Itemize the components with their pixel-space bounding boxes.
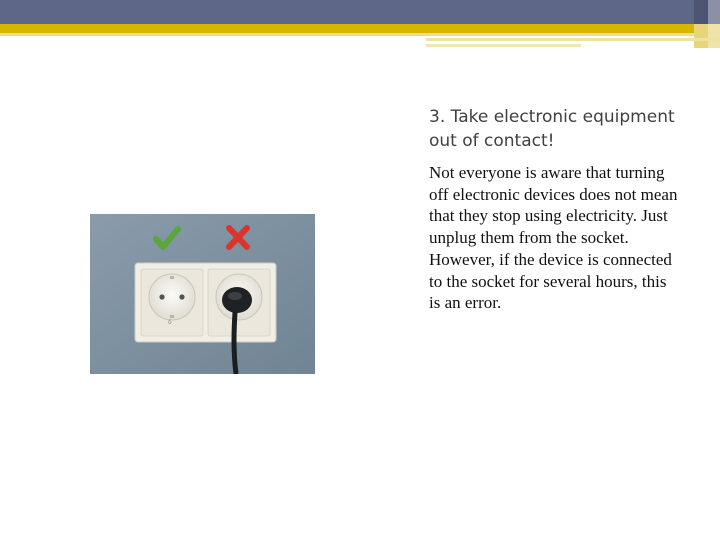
socket-photo [90,214,315,374]
svg-text:δ: δ [168,319,172,326]
header-band [0,0,720,24]
power-cord [234,312,236,374]
slide-title: 3. Take electronic equipment out of contact! [429,107,675,151]
slide-body: Not everyone is aware that turning off electronic devices does not mean that they stop using electricity. Just unplug them from the socket. However, if the device is connected to the socket for several hours, this is an error. [429,163,678,313]
header-accent-light [0,33,720,36]
decorative-strip-short [426,44,581,47]
decorative-strip [426,38,720,41]
header-accent-band [0,24,720,33]
